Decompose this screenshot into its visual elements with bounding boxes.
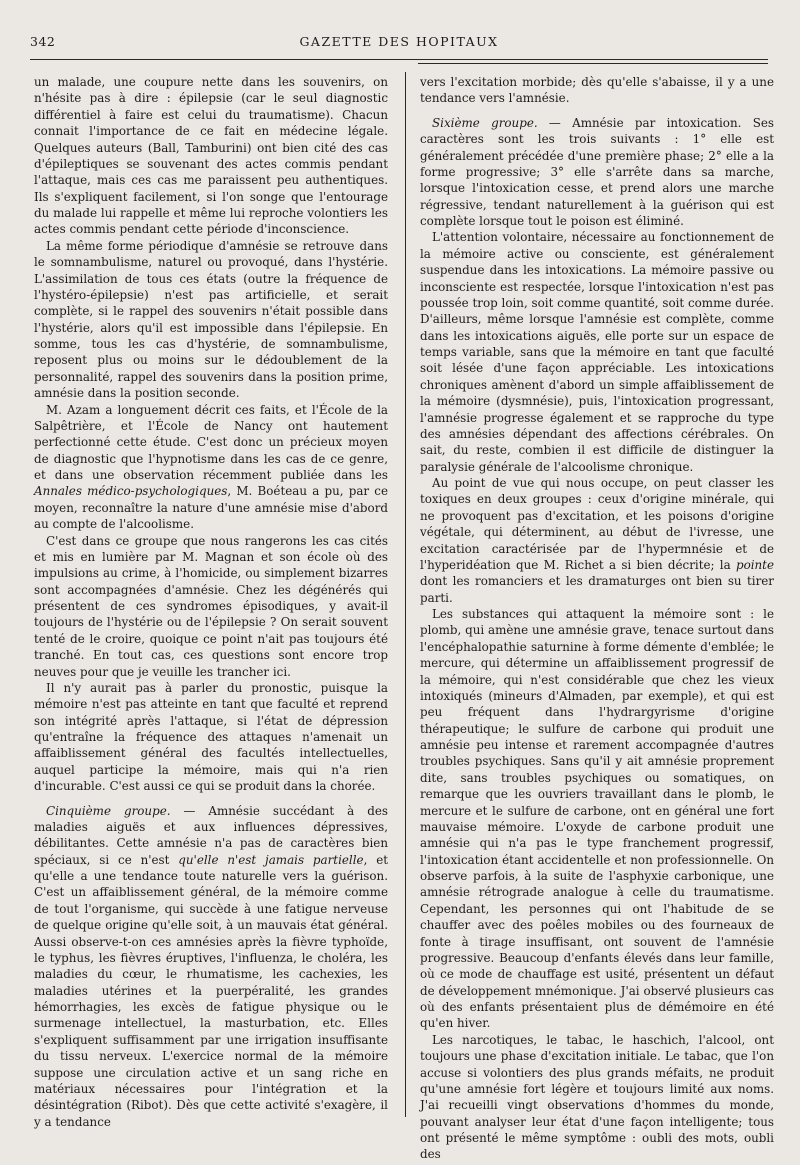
paragraph-text: — Amnésie succédant à des maladies aiguës et aux influences dépressives, débilitantes. Cette amnésie n'a pas de caractères bien spéciaux, si ce n'est: [34, 803, 388, 867]
section-title: Cinquième groupe.: [46, 803, 171, 818]
page-header: [30, 34, 768, 52]
paragraph: Il n'y aurait pas à parler du pronostic, puisque la mémoire n'est pas atteinte en tant que faculté et reprend son intégrité après l'attaque, si l'état de dépression qu'entraîne la fréquence des attaques n'amenait un affaiblissement général des facultés intellectuelles, auquel participe la mémoire, mais qui n'a rien d'incurable. C'est aussi ce qui se produit dans la chorée.: [34, 680, 388, 794]
paragraph: [420, 475, 774, 606]
section-paragraph: [34, 803, 388, 1131]
paragraph-text: M. Azam a longuement décrit ces faits, et l'École de la Salpêtrière, et l'École de Nancy ont hautement perfectionné cette étude. C'est donc un précieux moyen de diagnostic que l'hypnotisme dans les cas de ce genre, et dans une observation récemment publiée dans les: [34, 402, 388, 482]
paragraph-text: dont les romanciers et les dramaturges ont bien su tirer parti.: [420, 574, 774, 605]
paragraph-text: — Amnésie par intoxication. Ses caractères sont les trois suivants : 1° elle est généralement précédée d'une première phase; 2° elle a la forme progressive; 3° elle s'arrête dans sa marche, lorsque l'intoxication cesse, et prend alors une marche régressive, tendant naturellement à la guérison qui est complète lorsque tout le poison est éliminé.: [420, 115, 774, 228]
section-paragraph: [420, 115, 774, 230]
left-column: [34, 74, 388, 1130]
emphasis: pointe: [735, 557, 774, 572]
paragraph-text: , M. Boéteau a pu, par ce moyen, reconnaître la nature d'une amnésie mise d'abord au compte de l'alcoolisme.: [34, 484, 388, 532]
paragraph: vers l'excitation morbide; dès qu'elle s'abaisse, il y a une tendance vers l'amnésie.: [420, 75, 774, 106]
header-rule-secondary: [418, 63, 768, 64]
page-number: 342: [30, 34, 56, 49]
paragraph: [34, 402, 388, 533]
paragraph: un malade, une coupure nette dans les souvenirs, on n'hésite pas à dire : épilepsie (car le seul diagnostic différentiel à faire est celui du traumatisme). Chacun connait l'importance de ce fait en médecine légale. Quelques auteurs (Ball, Tamburini) ont bien cité des cas d'épileptiques se souvenant des actes commis pendant l'attaque, mais ces cas me paraissent peu authentiques. Ils s'expliquent facilement, si l'on songe que l'entourage du malade lui rappelle et même lui reproche volontiers les actes commis pendant cette période d'inconscience.: [34, 75, 388, 237]
running-title: GAZETTE DES HOPITAUX: [299, 34, 499, 49]
column-divider: [405, 72, 406, 1117]
paragraph: C'est dans ce groupe que nous rangerons les cas cités et mis en lumière par M. Magnan et son école où des impulsions au crime, à l'homicide, ou simplement bizarres sont accompagnées d'amnésie. Chez les dégénérés qui présentent de ces syndromes épisodiques, y avait-il toujours de l'hystérie ou de l'épilepsie ? On serait souvent tenté de le croire, quoique ce point n'ait pas toujours été tranché. En tout cas, ces questions sont encore trop neuves pour que je veuille les trancher ici.: [34, 533, 388, 679]
paragraph: La même forme périodique d'amnésie se retrouve dans le somnambulisme, naturel ou provoqué, dans l'hystérie. L'assimilation de tous ces états (outre la fréquence de l'hystéro-épilepsie) n'est pas artificielle, et serait complète, si le rappel des souvenirs n'était possible dans l'hystérie, alors qu'il est impossible dans l'épilepsie. En somme, tous les cas d'hystérie, de somnambulisme, reposent plus ou moins sur le dédoublement de la personnalité, rappel des souvenirs dans la position prime, amnésie dans la position seconde.: [34, 238, 388, 401]
paragraph: Les substances qui attaquent la mémoire sont : le plomb, qui amène une amnésie grave, tenace surtout dans l'encéphalopathie saturnine à forme démente d'emblée; le mercure, qui détermine un affaiblissement progressif de la mémoire, qui n'est considérable que chez les vieux intoxiqués (mineurs d'Almaden, par exemple), et qui est peu fréquent dans l'hydrargyrisme d'origine thérapeutique; le sulfure de carbone qui produit une amnésie peu intense et rarement accompagnée d'autres troubles psychiques. Sans qu'il y ait amnésie proprement dite, sans troubles psychiques ou somatiques, on remarque que les ouvriers travaillant dans le plomb, le mercure et le sulfure de carbone, ont en général une fort mauvaise mémoire. L'oxyde de carbone produit une amnésie qui n'a pas le type franchement progressif, l'intoxication étant accidentelle et non professionnelle. On observe parfois, à la suite de l'asphyxie carbonique, une amnésie rétrograde analogue à celle du traumatisme. Cependant, les personnes qui ont l'habitude de se chauffer avec des poêles mobiles ou des fourneaux de fonte à tirage insuffisant, ont souvent de l'amnésie progressive. Beaucoup d'enfants élevés dans leur famille, où ce mode de chauffage est usité, présentent un défaut de développement mnémonique. J'ai observé plusieurs cas où des enfants présentaient plus de démémoire en été qu'en hiver.: [420, 607, 774, 1031]
section-title: Sixième groupe.: [432, 115, 538, 130]
journal-title: Annales médico-psychologiques: [34, 484, 228, 499]
paragraph: L'attention volontaire, nécessaire au fonctionnement de la mémoire active ou consciente, est généralement suspendue dans les intoxications. La mémoire passive ou inconsciente est respectée, lorsque l'intoxication n'est pas poussée trop loin, soit comme quantité, soit comme durée. D'ailleurs, même lorsque l'amnésie est complète, comme dans les intoxications aiguës, elle porte sur un espace de temps variable, sans que la mémoire en tant que faculté soit lésée d'une façon appréciable. Les intoxications chroniques amènent d'abord un simple affaiblissement de la mémoire (dysmnésie), puis, l'intoxication progressant, l'amnésie progresse également et se rapproche du type des amnésies dépendant des affections cérébrales. On sait, du reste, combien il est difficile de distinguer la paralysie générale de l'alcoolisme chronique.: [420, 230, 774, 474]
paragraph: Les narcotiques, le tabac, le haschich, l'alcool, ont toujours une phase d'excitation initiale. Le tabac, que l'on accuse si volontiers des plus grands méfaits, ne produit qu'une amnésie fort légère et toujours limité aux noms. J'ai recueilli vingt observations d'hommes du monde, pouvant analyser leur état d'une façon intelligente; tous ont présenté le même symptôme : oubli des mots, oubli des: [420, 1032, 774, 1162]
emphasis: qu'elle n'est jamais partielle: [178, 852, 364, 867]
right-column: [420, 74, 774, 1163]
header-rule: [30, 59, 768, 60]
paragraph-text: , et qu'elle a une tendance toute naturelle vers la guérison. C'est un affaiblissement général, de la mémoire comme de tout l'organisme, qui succède à une fatigue nerveuse de quelque origine qu'elle soit, à un mauvais état général. Aussi observe-t-on ces amnésies après la fièvre typhoïde, le typhus, les fièvres éruptives, l'influenza, le choléra, les maladies du cœur, le rhumatisme, les cachexies, les maladies utérines et la puerpéralité, les grandes hémorrhagies, les excès de fatigue physique ou le surmenage intellectuel, la masturbation, etc. Elles s'expliquent suffisamment par une irrigation insuffisante du tissu nerveux. L'exercice normal de la mémoire suppose une circulation active et un sang riche en matériaux nécessaires pour l'intégration et la désintégration (Ribot). Dès que cette activité s'exagère, il y a tendance: [34, 852, 389, 1129]
paragraph-text: Au point de vue qui nous occupe, on peut classer les toxiques en deux groupes : ceux d'origine minérale, qui ne provoquent pas d'excitation, et les poisons d'origine végétale, qui déterminent, au début de l'ivresse, une excitation caractérisée par de l'hypermnésie et de l'hyperidéation que M. Richet a si bien décrite; la: [420, 476, 774, 572]
